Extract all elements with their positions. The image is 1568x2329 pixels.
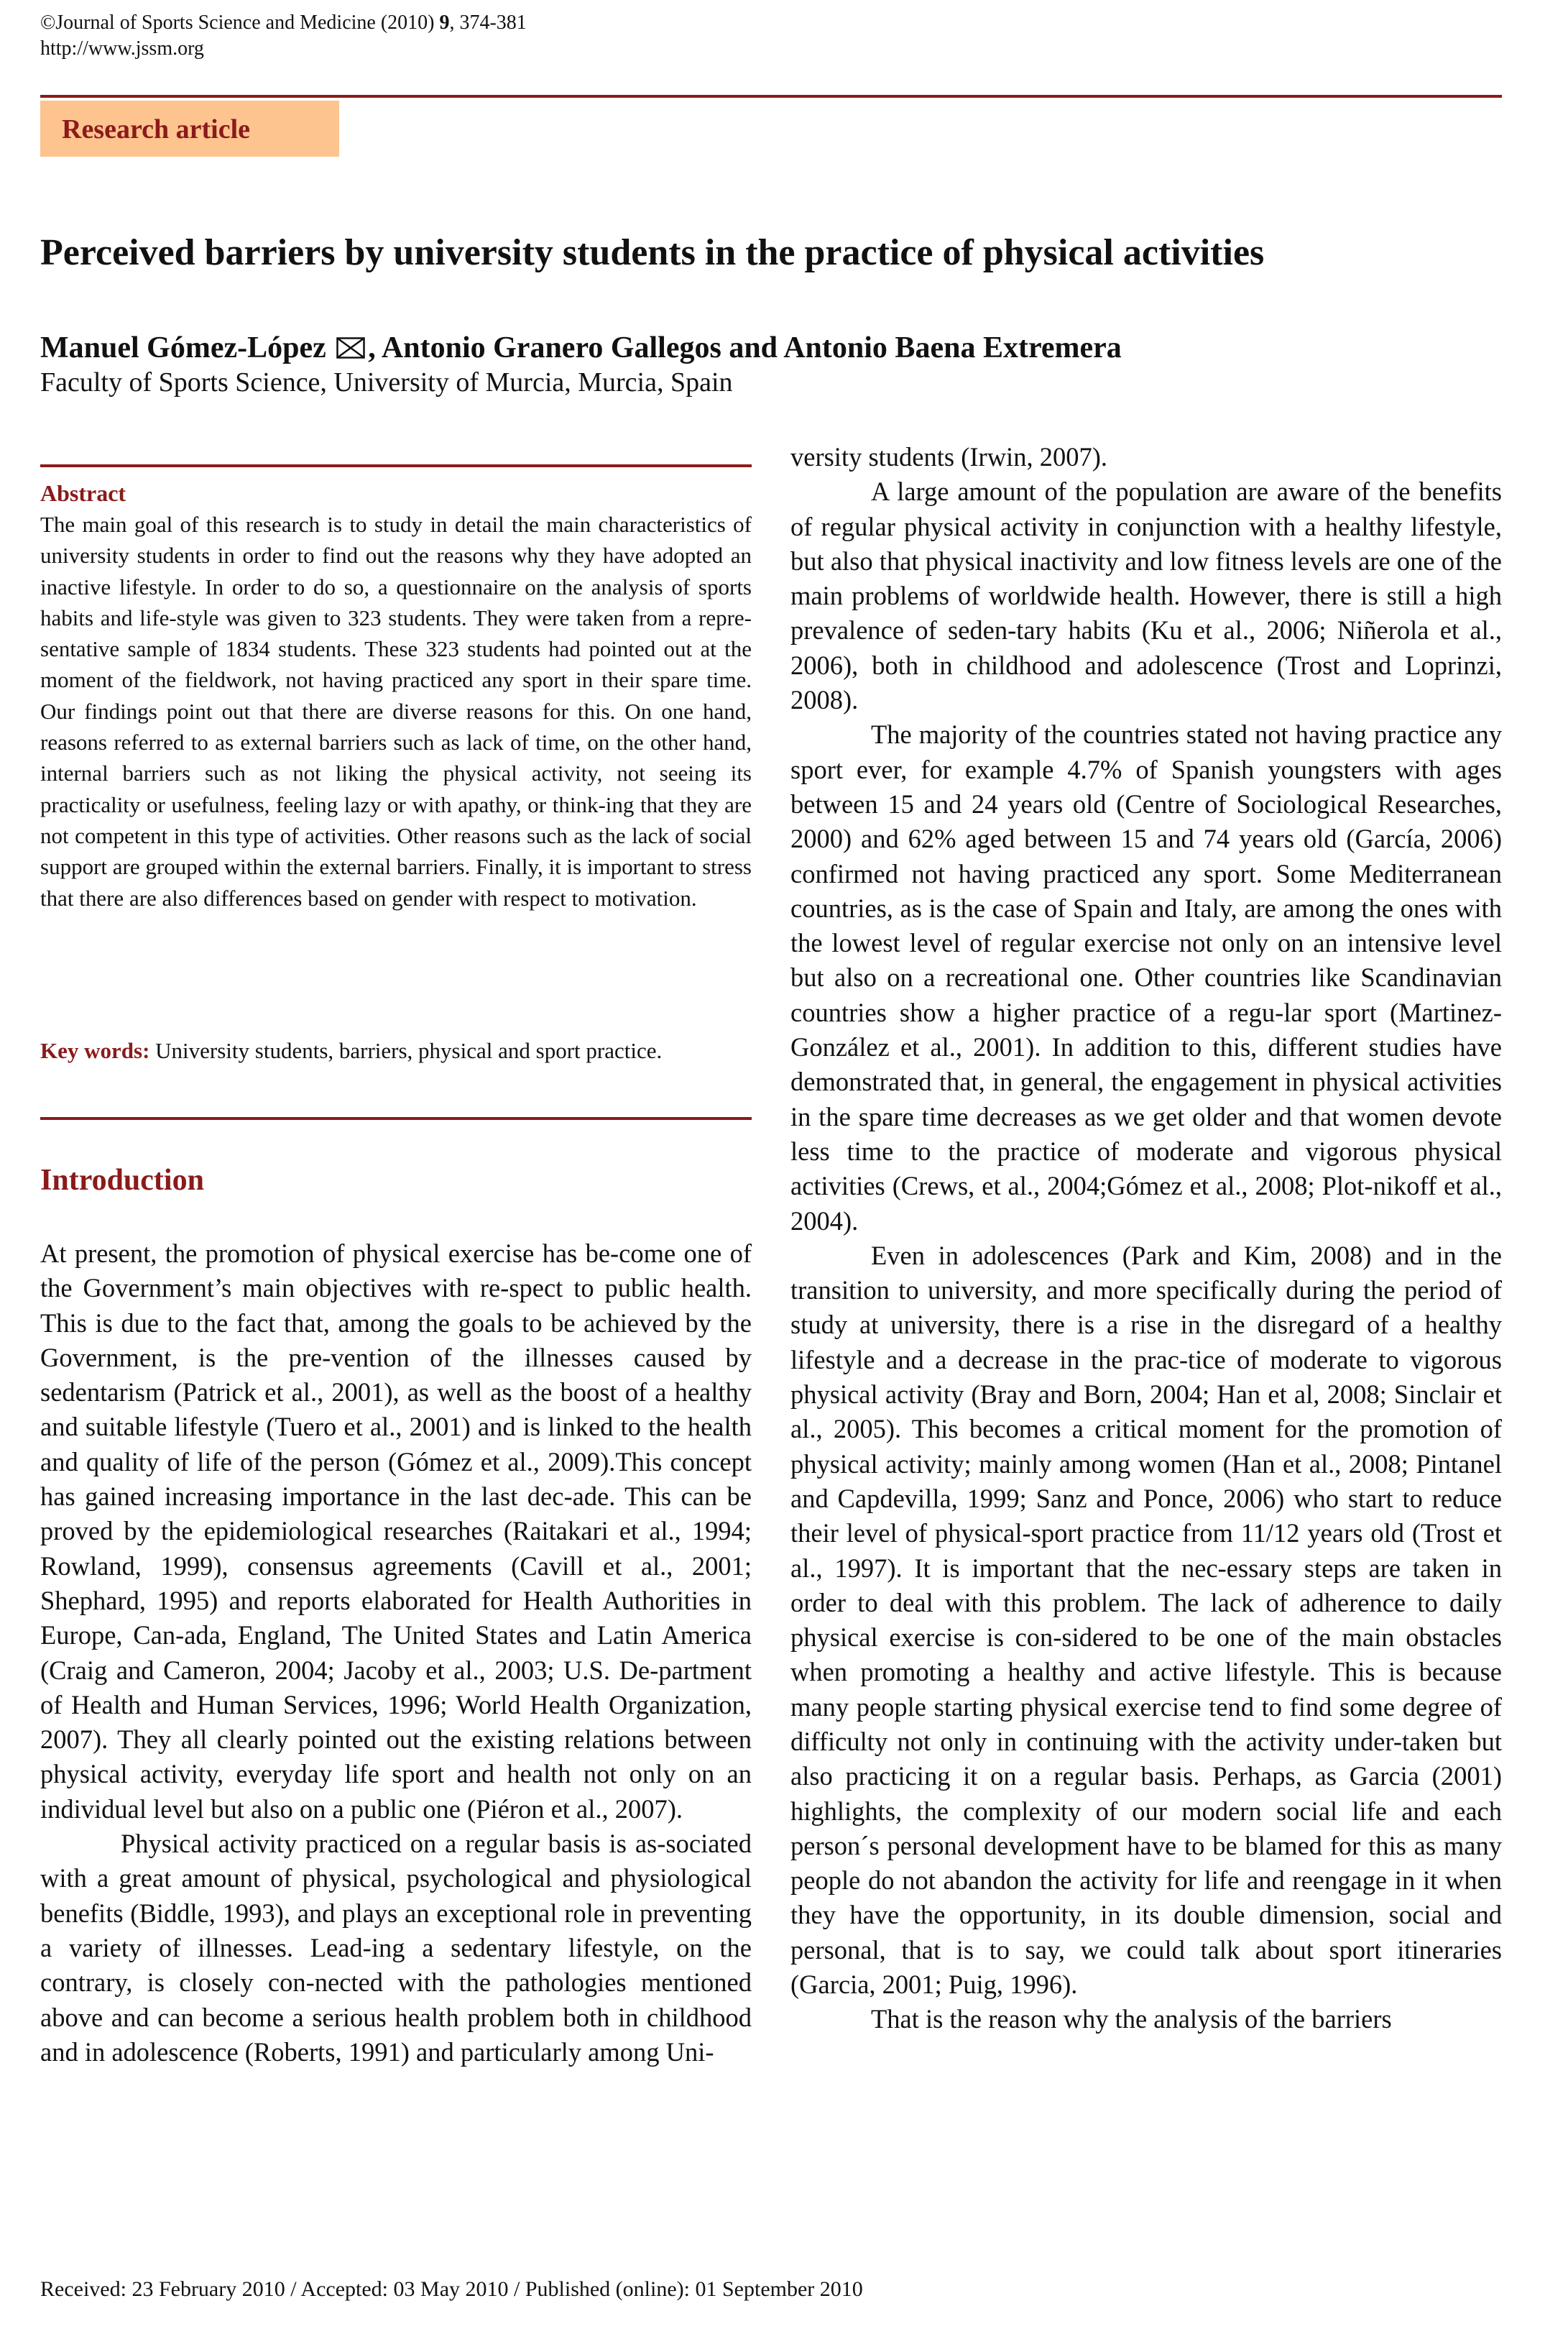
left-column-body <box>40 1236 752 2070</box>
introduction-heading: Introduction <box>40 1164 204 1197</box>
paragraph: A large amount of the population are aware of the benefits of regular physical activity in conjunction with a healthy lifestyle, but also that physical inactivity and low fitness levels are one of the main problems of worldwide health. However, there is still a high prevalence of seden-tary habits (Ku et al., 2006; Niñerola et al., 2006), both in childhood and adolescence (Trost and Loprinzi, 2008). <box>790 477 1502 715</box>
abstract-heading: Abstract <box>40 480 126 506</box>
paragraph: That is the reason why the analysis of the barriers <box>871 2004 1392 2034</box>
mail-icon[interactable] <box>336 332 365 354</box>
article-type-badge: Research article <box>40 101 339 157</box>
right-column-body <box>790 440 1502 2037</box>
abstract-top-rule <box>40 464 752 467</box>
article-title: Perceived barriers by university students in the practice of physical activities <box>40 232 1265 273</box>
paragraph: The majority of the countries stated not having practice any sport ever, for example 4.7% of Spanish youngsters with ages between 15 and 24 years old (Centre of Sociological Researches, 2000) and 62% aged between 15 and 74 years old (García, 2006) confirmed not having practiced any sport. Some Mediterranean countries, as is the case of Spain and Italy, are among the ones with the lowest level of regular exercise not only on an intensive level but also on a recreational one. Other countries like Scandinavian countries show a higher practice of a regu-lar sport (Martinez-González et al., 2001). In addition to this, different studies have demonstrated that, in general, the engagement in physical activities in the spare time decreases as we get older and that women devote less time to the practice of moderate and vigorous physical activities (Crews, et al., 2004;Gómez et al., 2008; Plot-nikoff et al., 2004). <box>790 720 1502 1236</box>
author-list: Manuel Gómez-López , Antonio Granero Gallegos and Antonio Baena Extremera <box>40 331 1122 364</box>
journal-header <box>40 10 527 62</box>
publication-dates: Received: 23 February 2010 / Accepted: 03 May 2010 / Published (online): 01 September 2010 <box>40 2277 863 2301</box>
paragraph: At present, the promotion of physical exercise has be-come one of the Government’s main objectives with re-spect to public health. This is due to the fact that, among the goals to be achieved by the Government, is the pre-vention of the illnesses caused by sedentarism (Patrick et al., 2001), as well as the boost of a healthy and suitable lifestyle (Tuero et al., 2001) and is linked to the health and quality of life of the person (Gómez et al., 2009).This concept has gained increasing importance in the last dec-ade. This can be proved by the epidemiological researches (Raitakari et al., 1994; Rowland, 1999), consensus agreements (Cavill et al., 2001; Shephard, 1995) and reports elaborated for Health Authorities in Europe, Can-ada, England, The United States and Latin America (Craig and Cameron, 2004; Jacoby et al., 2003; U.S. De-partment of Health and Human Services, 1996; World Health Organization, 2007). They all clearly pointed out the existing relations between physical activity, everyday life sport and health not only on an individual level but also on a public one (Piéron et al., 2007). <box>40 1239 752 1824</box>
journal-citation: ©Journal of Sports Science and Medicine (2010) 9, 374-381 <box>40 12 527 34</box>
header-rule <box>40 95 1502 98</box>
keywords-text: University students, barriers, physical and sport practice. <box>149 1038 663 1063</box>
paragraph: Even in adolescences (Park and Kim, 2008) and in the transition to university, and more specifically during the period of study at university, there is a rise in the disregard of a healthy lifestyle and a decrease in the prac-tice of moderate to vigorous physical activity (Bray and Born, 2004; Han et al, 2008; Sinclair et al., 2005). This becomes a critical moment for the promotion of physical activity; mainly among women (Han et al., 2008; Pintanel and Capdevilla, 1999; Sanz and Ponce, 2006) who start to reduce their level of physical-sport practice from 11/12 years old (Trost et al., 1997). It is important that the nec-essary steps are taken in order to deal with this problem. The lack of adherence to daily physical exercise is con-sidered to be one of the main obstacles when promoting a healthy and active lifestyle. This is because many people starting physical exercise tend to find some degree of difficulty not only in continuing with the activity under-taken but also practicing it on a regular basis. Perhaps, as Garcia (2001) highlights, the complexity of our modern social life and each person´s personal development have to be blamed for this as many people do not abandon the activity for life and reengage in it when they have the opportunity, in its double dimension, social and personal, that is to say, we could talk about sport itineraries (Garcia, 2001; Puig, 1996). <box>790 1240 1502 2000</box>
keywords-label: Key words: <box>40 1038 150 1063</box>
keywords <box>40 1035 752 1067</box>
abstract-text: The main goal of this research is to study in detail the main characteristics of university students in order to find out the reasons why they have adopted an inactive lifestyle. In order to do so, a questionnaire on the analysis of sports habits and life-style was given to 323 students. They were taken from a repre-sentative sample of 1834 students. These 323 students had pointed out at the moment of the fieldwork, not having practiced any sport in their spare time. Our findings point out that there are diverse reasons for this. On one hand, reasons referred to as external barriers such as lack of time, on the other hand, internal barriers such as not liking the physical activity, not seeing its practicality or usefulness, feeling lazy or with apathy, or think-ing that they are not competent in this type of activities. Other reasons such as the lack of social support are grouped within the external barriers. Finally, it is important to stress that there are also differences based on gender with respect to motivation. <box>40 512 752 911</box>
abstract-bottom-rule <box>40 1117 752 1120</box>
affiliation: Faculty of Sports Science, University of Murcia, Murcia, Spain <box>40 367 733 398</box>
paragraph: Physical activity practiced on a regular basis is as-sociated with a great amount of physical, psychological and physiological benefits (Biddle, 1993), and plays an exceptional role in preventing a variety of illnesses. Lead-ing a sedentary lifestyle, on the contrary, is closely con-nected with the pathologies mentioned above and can become a serious health problem both in childhood and in adolescence (Roberts, 1991) and particularly among Uni- <box>40 1829 752 2067</box>
paragraph: versity students (Irwin, 2007). <box>790 442 1107 472</box>
journal-url[interactable]: http://www.jssm.org <box>40 37 204 60</box>
